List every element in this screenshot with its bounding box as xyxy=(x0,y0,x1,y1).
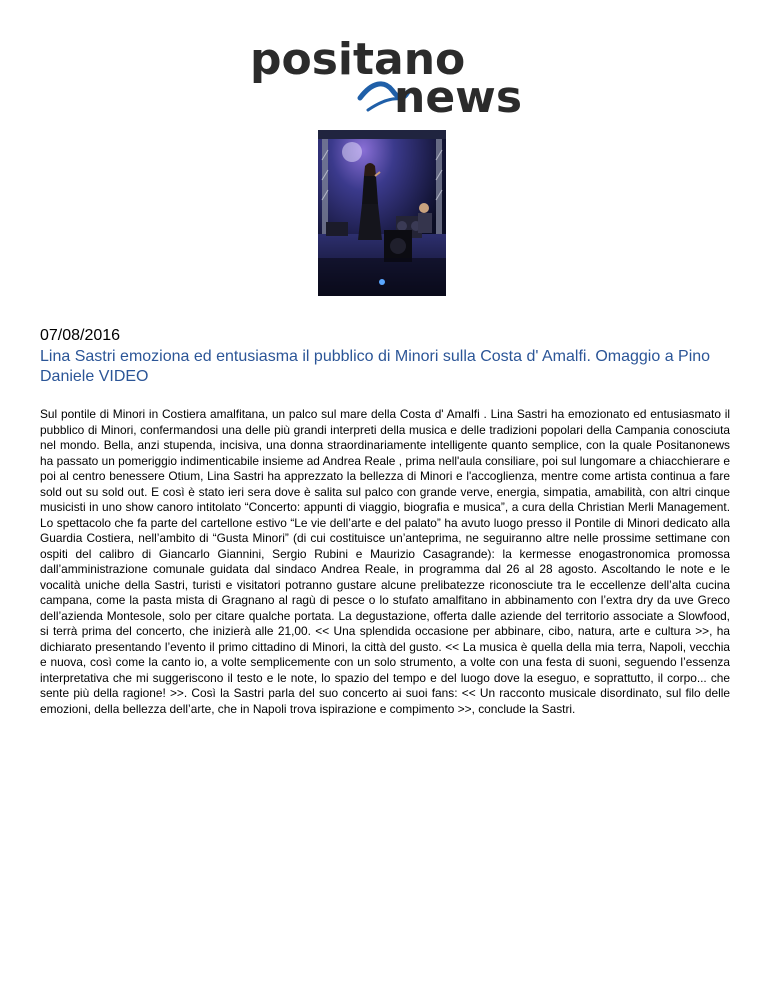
logo-positano-text: positano xyxy=(250,36,466,85)
logo-news-text: news xyxy=(394,72,523,122)
article-body: Sul pontile di Minori in Costiera amalfitana, un palco sul mare della Costa d' Amalfi . Lina Sastri ha emozionato ed entusiasmato il pubblico di Minori, confermandosi una delle più grandi interpreti della musica e delle tradizioni popolari della Campania conosciuta nel mondo. Bella, anzi stupenda, incisiva, una donna straordinariamente intelligente quanto semplice, con la quale Positanonews ha passato un pomeriggio indimenticabile insieme ad Andrea Reale , prima nell'aula consiliare, poi sul lungomare a chiacchierare e poi al centro benessere Otium, Lina Sastri ha apprezzato la bellezza di Minori e l'accoglienza, mentre come artista continua a fare sold out su sold out. E così è stato ieri sera dove è salita sul palco con grande verve, energia, simpatia, amabilità, con altri cinque musicisti in uno show canoro intitolato “Concerto: appunti di viaggio, biografia e musica”, a cura della Christian Merli Management. Lo spettacolo che fa parte del cartellone estivo “Le vie dell’arte e del palato” ha avuto luogo presso il Pontile di Minori dedicato alla Guardia Costiera, nell’ambito di “Gusta Minori” (di cui costituisce un’anteprima, ne seguiranno altre nelle prossime settimane con ospiti del calibro di Giancarlo Giannini, Sergio Rubini e Maurizio Casagrande): la kermesse enogastronomica promossa dall’amministrazione comunale guidata dal sindaco Andrea Reale, in programma dal 26 al 28 agosto. Ascoltando le note e le vocalità uniche della Sastri, turisti e visitatori potranno gustare alcune prelibatezze riconosciute tra le eccellenze dell’alta cucina campana, come la pasta mista di Gragnano al ragù di pesce o lo stufato amalfitano in abbinamento con l’extra dry da uve Greco dell’azienda Montesole, solo per citare qualche portata. La degustazione, offerta dalle aziende del territorio associate a Slowfood, si terrà prima del concerto, che inizierà alle 21,00. << Una splendida occasione per abbinare, cibo, natura, arte e cultura >>, ha dichiarato presentando l’evento il primo cittadino di Minori, la città del gusto. << La musica è quella della mia terra, Napoli, vecchia e nuova, così come la canto io, a volte semplicemente con un solo strumento, a volte con una festa di suoni, seguendo l’essenza interpretativa che mi suggeriscono il testo e le note, lo spazio del tempo e del luogo dove la eseguo, e soprattutto, il corpo... che sente più della ragione! >>. Così la Sastri parla del suo concerto ai suoi fans: << Un racconto musicale disordinato, sul filo delle emozioni, della bellezza dell’arte, che in Napoli trova ispirazione e compimento >>, conclude la Sastri. xyxy=(40,407,730,716)
article-date: 07/08/2016 xyxy=(40,327,121,344)
concert-photo xyxy=(318,130,446,296)
article-title[interactable]: Lina Sastri emoziona ed entusiasma il pubblico di Minori sulla Costa d' Amalfi. Omaggio a Pino Daniele VIDEO xyxy=(40,348,711,385)
positanonews-logo[interactable] xyxy=(248,36,538,122)
